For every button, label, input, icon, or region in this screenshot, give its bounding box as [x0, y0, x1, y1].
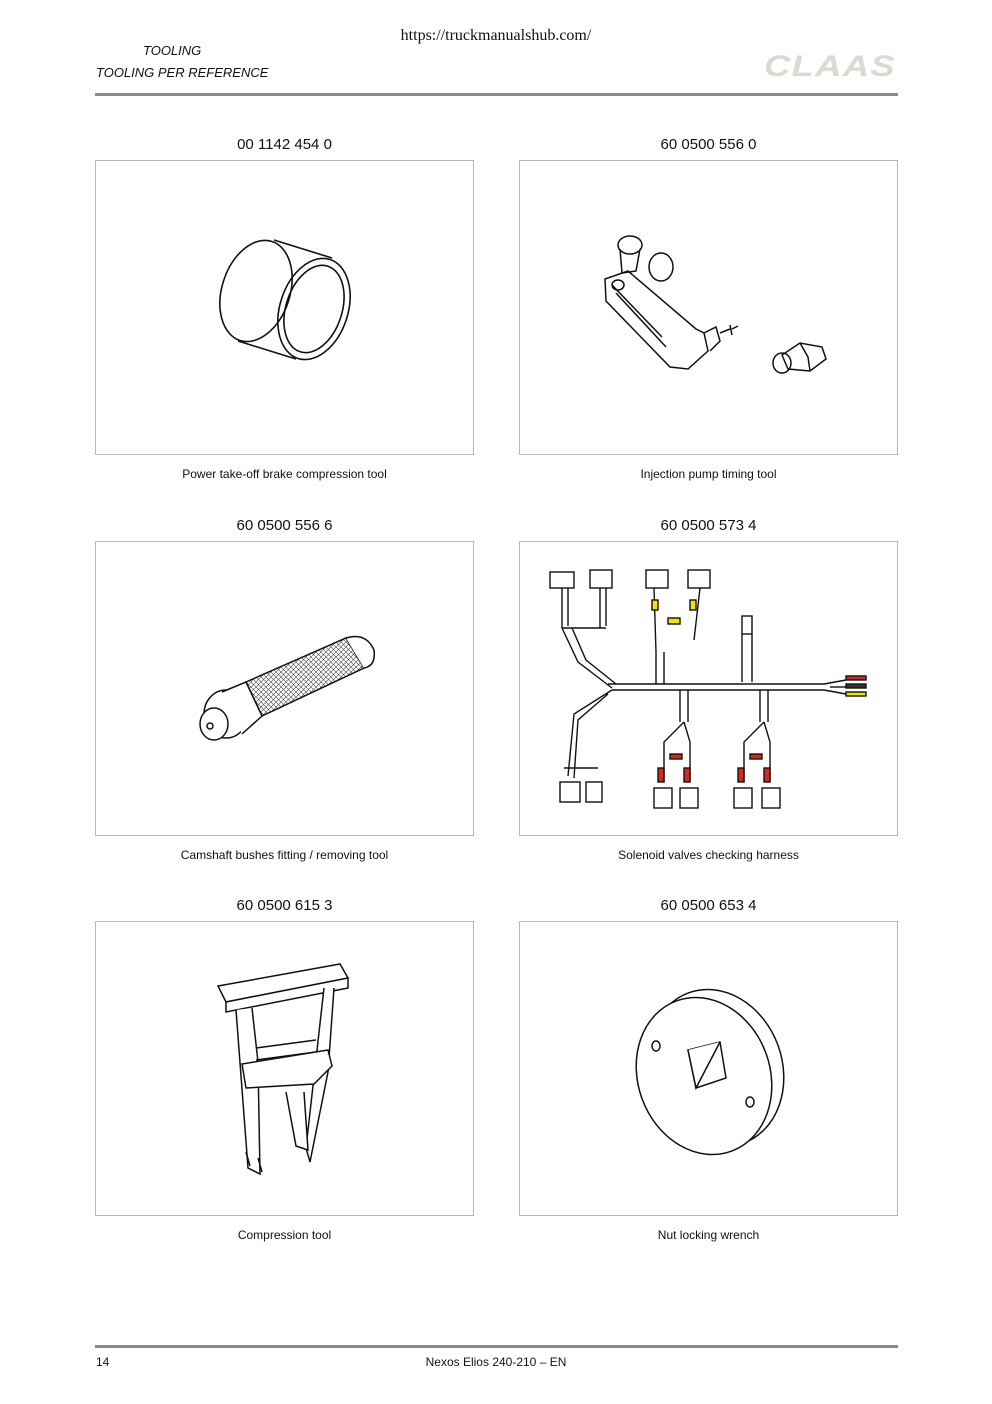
tool-card: [95, 897, 474, 1242]
header-rule: [95, 93, 898, 96]
compression-tool-icon: [96, 922, 473, 1215]
tool-card: [95, 136, 474, 481]
tool-reference: 60 0500 556 6: [236, 517, 333, 534]
tool-caption: Power take-off brake compression tool: [182, 467, 387, 481]
tool-caption: Camshaft bushes fitting / removing tool: [180, 848, 389, 862]
page-number: 14: [96, 1355, 110, 1369]
tool-reference: 60 0500 573 4: [660, 517, 757, 534]
tool-illustration-frame: [519, 541, 898, 836]
tool-illustration-frame: [519, 921, 898, 1216]
subsection-title: TOOLING PER REFERENCE: [96, 65, 269, 80]
timing-tool-icon: [520, 161, 897, 454]
tool-card: [95, 517, 474, 862]
tool-reference: 00 1142 454 0: [237, 136, 332, 153]
tool-caption: Compression tool: [237, 1228, 332, 1242]
tool-illustration-frame: [95, 160, 474, 455]
tool-illustration-frame: [95, 541, 474, 836]
source-url[interactable]: https://truckmanualshub.com/: [400, 27, 592, 44]
footer-rule: [95, 1345, 898, 1348]
tool-card: [519, 136, 898, 481]
harness-icon: [520, 542, 897, 835]
tool-caption: Injection pump timing tool: [640, 467, 777, 481]
tool-illustration-frame: [95, 921, 474, 1216]
svg-text:CLAAS: CLAAS: [764, 53, 896, 79]
tool-caption: Nut locking wrench: [657, 1228, 760, 1242]
bush-tool-icon: [96, 542, 473, 835]
tool-reference: 60 0500 653 4: [660, 897, 757, 914]
document-identifier: Nexos Elios 240-210 – EN: [425, 1355, 567, 1369]
tool-reference: 60 0500 615 3: [236, 897, 333, 914]
wrench-disc-icon: [520, 922, 897, 1215]
tool-caption: Solenoid valves checking harness: [618, 848, 799, 862]
tool-card: [519, 897, 898, 1242]
tool-card: [519, 517, 898, 862]
tool-illustration-frame: [519, 160, 898, 455]
ring-icon: [96, 161, 473, 454]
tool-reference: 60 0500 556 0: [660, 136, 757, 153]
section-title: TOOLING: [143, 43, 202, 58]
claas-logo: [762, 53, 898, 79]
